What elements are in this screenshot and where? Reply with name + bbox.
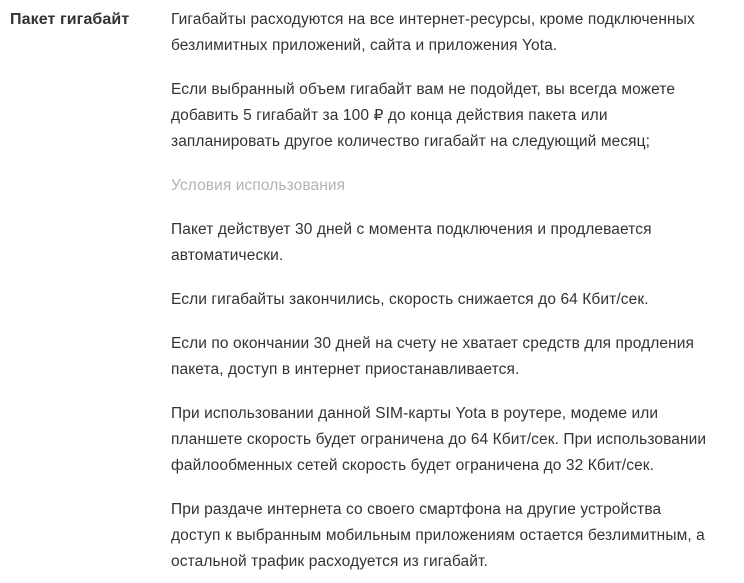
term-column [10,7,171,33]
paragraph-speed-after-limit: Если гигабайты закончились, скорость снижается до 64 Кбит/сек. [171,291,649,308]
paragraph-sim-in-router: При использовании данной SIM-карты Yota в роутере, модеме или планшете скорость будет ограничена до 64 Кбит/сек. При использовании файлообменных сетей скорость будет ограничена до 32 Кбит/сек. [171,405,707,474]
paragraph-gigabyte-usage: Гигабайты расходуются на все интернет-ресурсы, кроме подключенных безлимитных приложений, сайта и приложения Yota. [171,11,695,54]
usage-terms-subheading: Условия использования [171,177,346,194]
paragraph-package-duration: Пакет действует 30 дней с момента подключения и продлевается автоматически. [171,221,652,264]
paragraph-add-gigabytes: Если выбранный объем гигабайт вам не подойдет, вы всегда можете добавить 5 гигабайт за 100 ₽ до конца действия пакета или запланировать другое количество гигабайт на следующий месяц; [171,81,676,150]
description-column [171,7,712,583]
term-title: Пакет гигабайт [10,11,130,28]
paragraph-insufficient-funds: Если по окончании 30 дней на счету не хватает средств для продления пакета, доступ в интернет приостанавливается. [171,335,695,378]
paragraph-tethering: При раздаче интернета со своего смартфона на другие устройства доступ к выбранным мобильным приложениям остается безлимитным, а остальной трафик расходуется из гигабайт. [171,501,705,570]
